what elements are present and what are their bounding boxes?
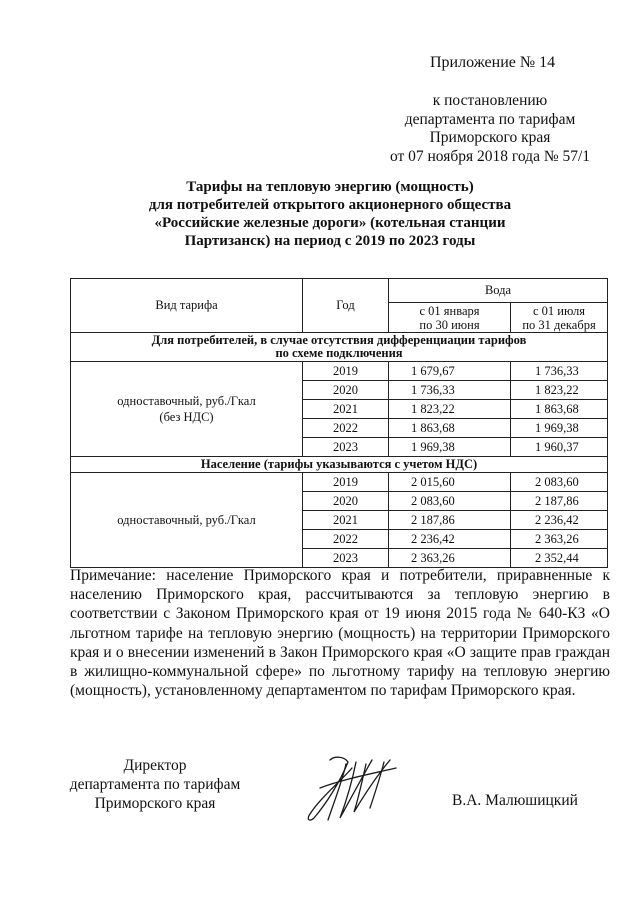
- tariff-type-line: одноставочный, руб./Гкал: [117, 513, 256, 527]
- section-title-line: Население (тарифы указываются с учетом НДС): [200, 457, 478, 471]
- second-half-value: 2 187,86: [511, 492, 608, 511]
- second-half-value: 1 823,22: [511, 381, 608, 400]
- first-half-value: 2 187,86: [389, 511, 511, 530]
- year-cell: 2020: [303, 381, 389, 400]
- handwritten-signature: [300, 752, 400, 824]
- second-half-value: 1 969,38: [511, 419, 608, 438]
- tariff-type-cell: [71, 473, 303, 568]
- resolution-reference: [380, 92, 600, 166]
- tariff-type-cell: [71, 362, 303, 457]
- tariff-type-line: (без НДС): [159, 410, 214, 424]
- header-water: Вода: [389, 279, 608, 303]
- year-cell: 2022: [303, 419, 389, 438]
- position-line: Директор: [123, 757, 187, 774]
- header-first-half-line: по 30 июня: [419, 317, 480, 332]
- resolution-line: департамента по тарифам: [404, 110, 576, 128]
- resolution-line: от 07 ноября 2018 года № 57/1: [389, 147, 591, 165]
- header-second-half: [511, 303, 608, 333]
- first-half-value: 2 363,26: [389, 549, 511, 568]
- year-cell: 2021: [303, 511, 389, 530]
- header-second-half-line: с 01 июля: [533, 303, 586, 318]
- second-half-value: 2 236,42: [511, 511, 608, 530]
- second-half-value: 1 736,33: [511, 362, 608, 381]
- header-year: Год: [303, 279, 389, 333]
- table-row: [71, 362, 608, 381]
- first-half-value: 2 236,42: [389, 530, 511, 549]
- table-header-row: [71, 279, 608, 303]
- first-half-value: 1 863,68: [389, 419, 511, 438]
- second-half-value: 2 083,60: [511, 473, 608, 492]
- first-half-value: 1 969,38: [389, 438, 511, 457]
- resolution-line: к постановлению: [432, 92, 548, 109]
- year-cell: 2021: [303, 400, 389, 419]
- title-line: Тарифы на тепловую энергию (мощность): [186, 179, 474, 195]
- signatory-position: [60, 756, 250, 813]
- appendix-number: Приложение № 14: [430, 54, 556, 71]
- section-row: [71, 457, 608, 473]
- second-half-value: 2 352,44: [511, 549, 608, 568]
- year-cell: 2022: [303, 530, 389, 549]
- second-half-value: 2 363,26: [511, 530, 608, 549]
- first-half-value: 2 015,60: [389, 473, 511, 492]
- year-cell: 2019: [303, 362, 389, 381]
- header-second-half-line: по 31 декабря: [522, 317, 596, 332]
- first-half-value: 1 823,22: [389, 400, 511, 419]
- title-line: для потребителей открытого акционерного общества: [148, 197, 512, 213]
- note-paragraph: Примечание: население Приморского края и потребители, приравненные к населению Приморского края, рассчитываются за тепловую энергию в соответствии с Законом Приморского края от 19 июня 2015 года № 640-КЗ «О льготном тарифе на тепловую энергию (мощность) на территории Приморского края и о внесении изменений в Закон Приморского края «О защите прав граждан в жилищно-коммунальной сфере» по льготному тарифу на тепловую энергию (мощность), установленному департаментом по тарифам Приморского края.: [70, 567, 610, 700]
- signatory-name: В.А. Малюшицкий: [452, 792, 578, 809]
- document-title: [110, 178, 550, 250]
- header-first-half-line: с 01 января: [419, 303, 480, 318]
- header-first-half: [389, 303, 511, 333]
- position-line: Приморского края: [94, 795, 216, 812]
- tariff-table: [70, 278, 608, 568]
- second-half-value: 1 863,68: [511, 400, 608, 419]
- resolution-line: Приморского края: [429, 129, 551, 146]
- year-cell: 2020: [303, 492, 389, 511]
- first-half-value: 1 736,33: [389, 381, 511, 400]
- tariff-type-line: одноставочный, руб./Гкал: [117, 394, 256, 408]
- title-line: «Российские железные дороги» (котельная станции: [154, 215, 506, 231]
- section-title-line: Для потребителей, в случае отсутствия дифференциации тарифов: [151, 333, 527, 347]
- section-title: [71, 333, 608, 362]
- title-line: Партизанск) на период с 2019 по 2023 годы: [184, 233, 476, 249]
- second-half-value: 1 960,37: [511, 438, 608, 457]
- section-title-line: по схеме подключения: [275, 346, 403, 360]
- table-row: [71, 473, 608, 492]
- position-line: департамента по тарифам: [69, 776, 241, 793]
- year-cell: 2023: [303, 438, 389, 457]
- section-title: [71, 457, 608, 473]
- year-cell: 2019: [303, 473, 389, 492]
- first-half-value: 1 679,67: [389, 362, 511, 381]
- year-cell: 2023: [303, 549, 389, 568]
- section-row: [71, 333, 608, 362]
- header-tariff-type: Вид тарифа: [71, 279, 303, 333]
- first-half-value: 2 083,60: [389, 492, 511, 511]
